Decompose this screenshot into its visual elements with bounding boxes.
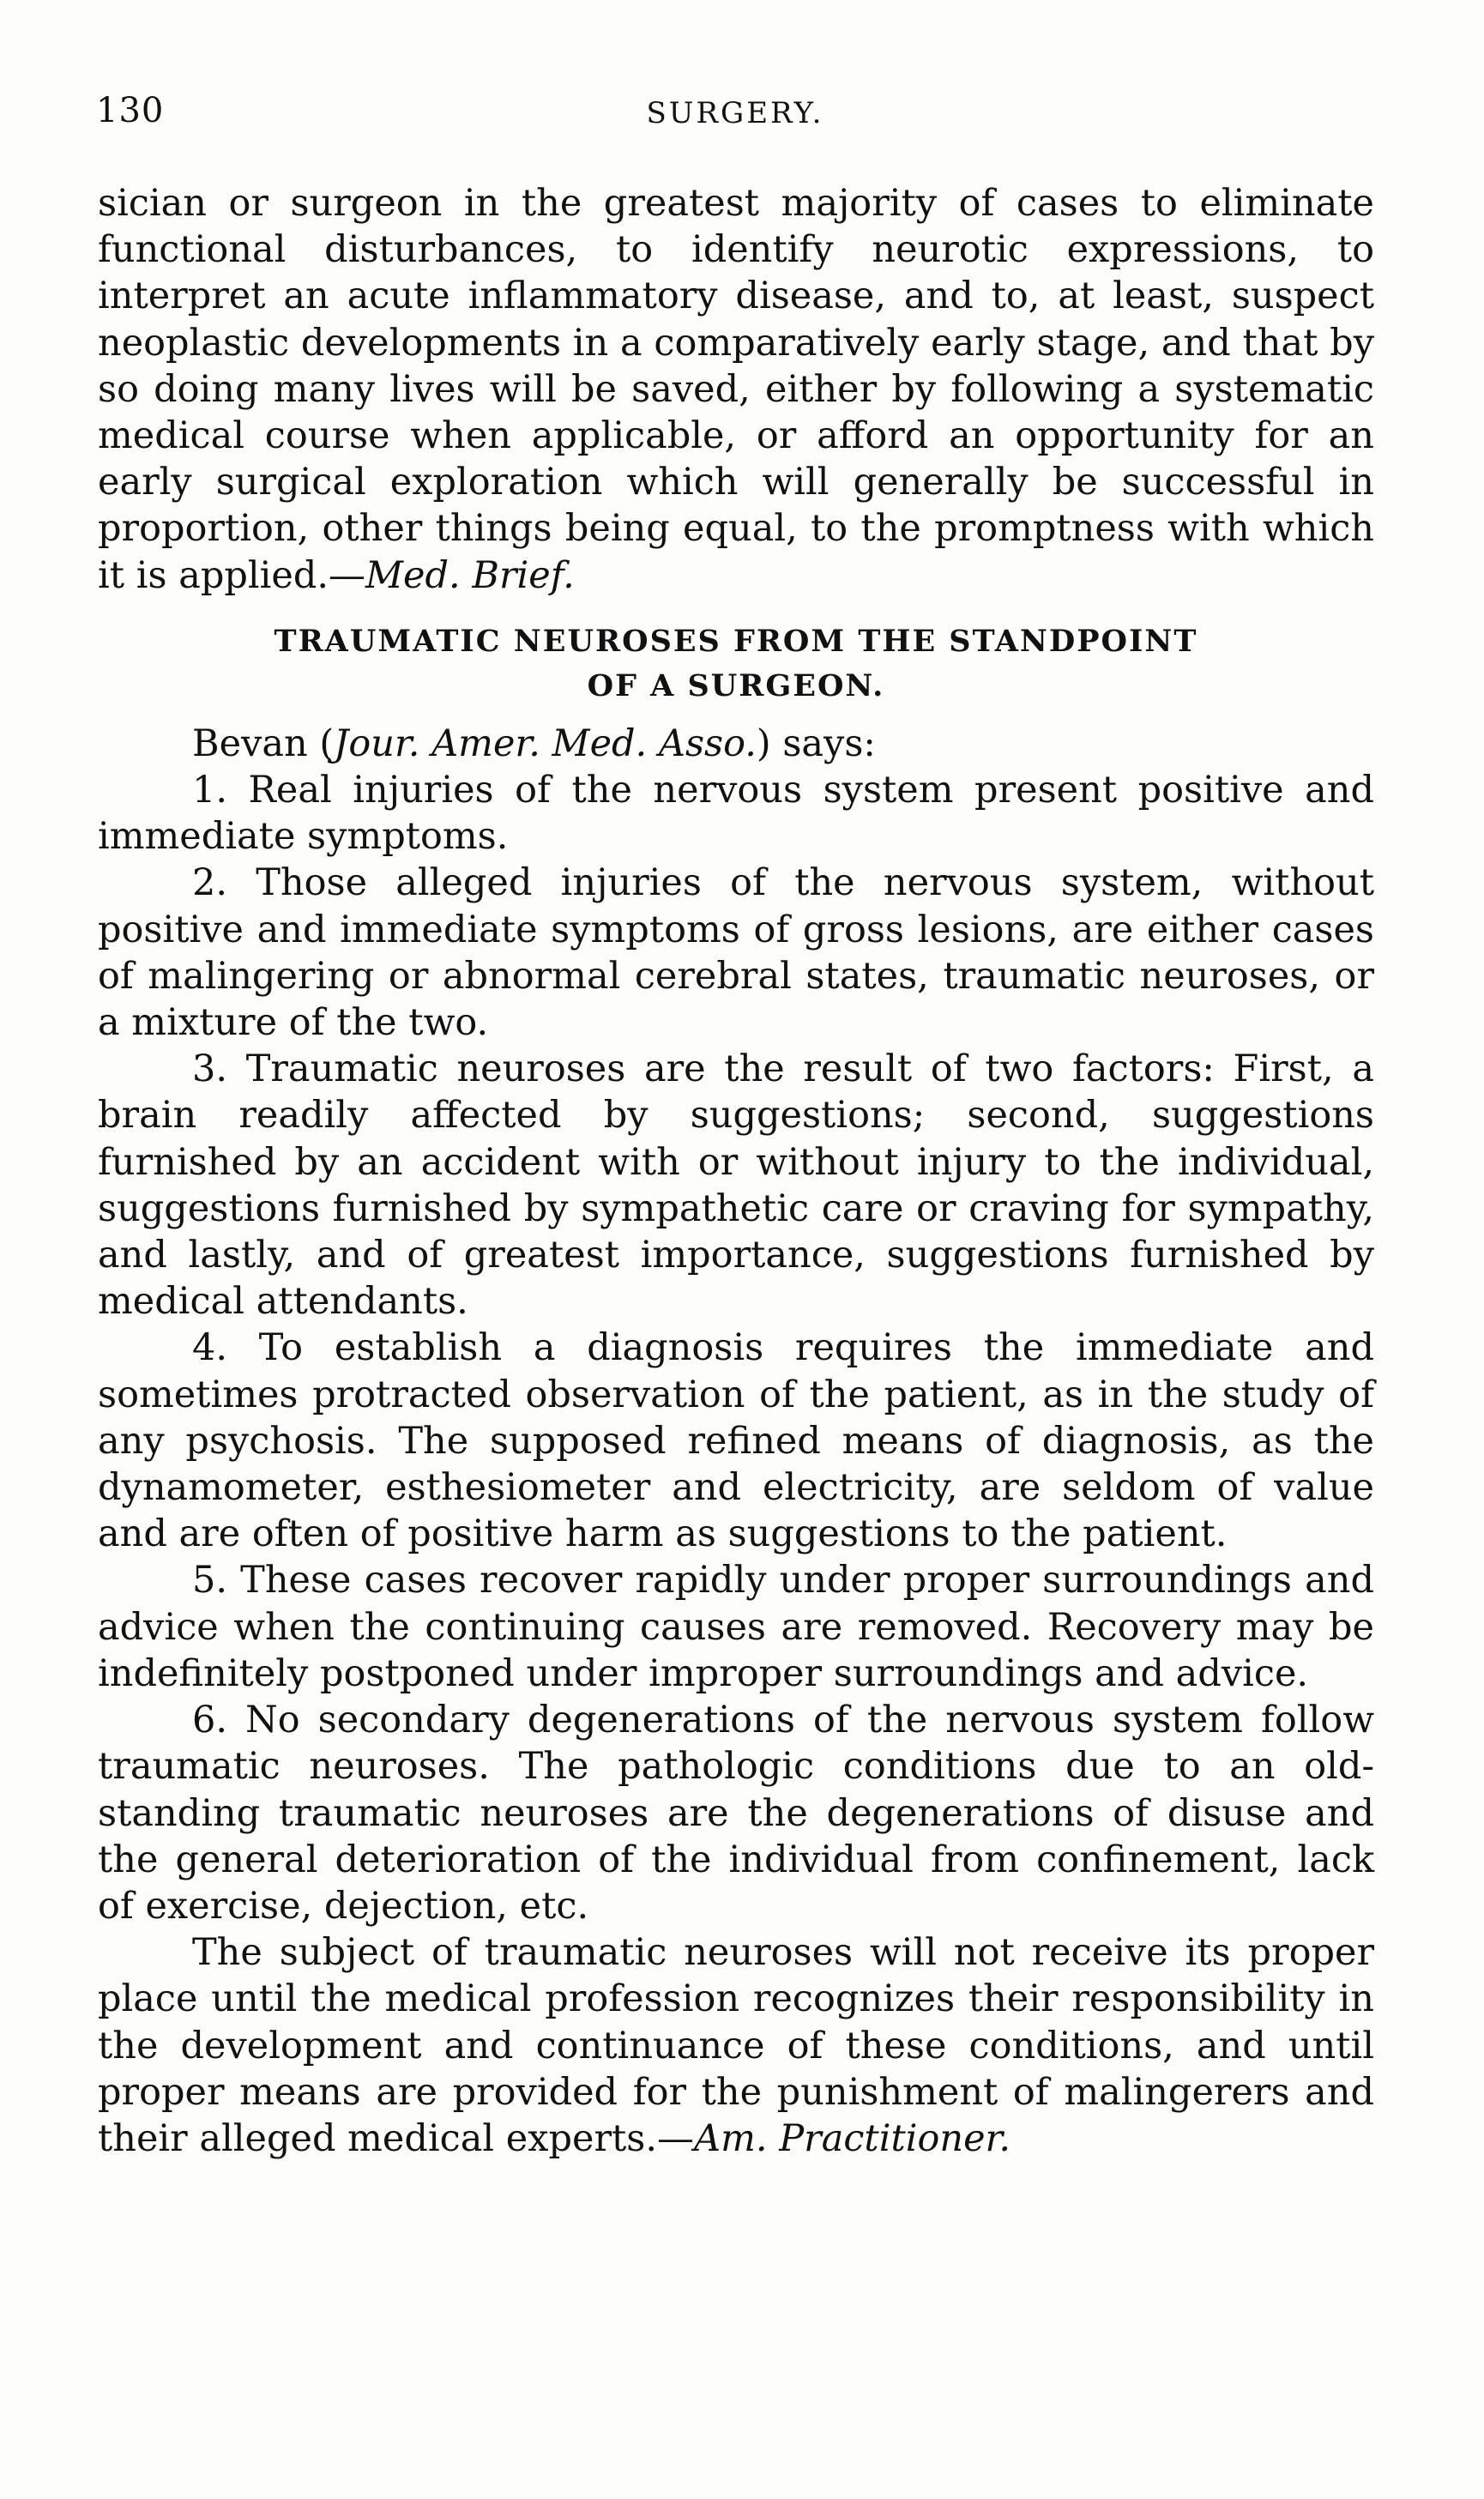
numbered-point-2: 2. Those alleged injuries of the nervous system, without positive and immediate symptoms of gross lesions, are either cases of malingering or abnormal cerebral states, traumatic neuroses, or a mixture of the two. xyxy=(98,861,1374,1045)
intro-before: Bevan ( xyxy=(192,721,335,765)
closing-source-citation: Am. Practitioner. xyxy=(694,2116,1011,2160)
running-title: SURGERY. xyxy=(646,96,824,130)
intro-source: Jour. Amer. Med. Asso. xyxy=(334,721,757,765)
numbered-point-4: 4. To establish a diagnosis requires the immediate and sometimes protracted observation of the patient, as in the study of any psychosis. The supposed refined means of diagnosis, as the dynamometer, esthesiometer and electricity, are seldom of value and are often of positive harm as suggestions to the patient. xyxy=(98,1326,1374,1556)
closing-paragraph-text: The subject of traumatic neuroses will not receive its proper place until the medical profession recognizes their responsibility in the development and continuance of these conditions, and until proper means are provided for the punishment of malingerers and their alleged medical experts.— xyxy=(98,1931,1374,2160)
section-heading-line-2: OF A SURGEON. xyxy=(587,667,885,703)
running-head xyxy=(96,91,1374,142)
closing-paragraph xyxy=(98,1929,1374,2162)
source-citation: Med. Brief. xyxy=(365,553,575,597)
numbered-point-1: 1. Real injuries of the nervous system present positive and immediate symptoms. xyxy=(98,769,1374,859)
numbered-point-6: 6. No secondary degenerations of the nervous system follow traumatic neuroses. The pathologic conditions due to an old-standing traumatic neuroses are the degenerations of disuse and the general deterioration of the individual from confinement, lack of exercise, dejection, etc. xyxy=(98,1699,1374,1928)
page-number: 130 xyxy=(96,91,165,130)
continued-paragraph-text: sician or surgeon in the greatest majority of cases to eliminate functional disturbances, to identify neurotic expressions, to interpret an acute inflammatory disease, and to, at least, suspect neoplastic developments in a comparatively early stage, and that by so doing many lives will be saved, either by following a systematic medical course when applicable, or afford an opportunity for an early surgical exploration which will generally be successful in proportion, other things being equal, to the promptness with which it is applied.— xyxy=(98,182,1374,597)
continued-paragraph xyxy=(98,180,1374,599)
intro-paragraph xyxy=(98,721,1374,767)
numbered-point-3: 3. Traumatic neuroses are the result of two factors: First, a brain readily affected by suggestions; second, suggestions furnished by an accident with or without injury to the individual, suggestions furnished by sympathetic care or craving for sympathy, and lastly, and of greatest importance, suggestions furnished by medical attendants. xyxy=(98,1047,1374,1324)
intro-after: ) says: xyxy=(756,721,876,765)
section-heading xyxy=(98,619,1374,709)
numbered-point-5: 5. These cases recover rapidly under proper surroundings and advice when the continuing causes are removed. Recovery may be indefinitely postponed under improper surroundings and advice. xyxy=(98,1559,1374,1695)
section-heading-line-1: TRAUMATIC NEUROSES FROM THE STANDPOINT xyxy=(274,623,1198,659)
body-text xyxy=(98,180,1374,2162)
